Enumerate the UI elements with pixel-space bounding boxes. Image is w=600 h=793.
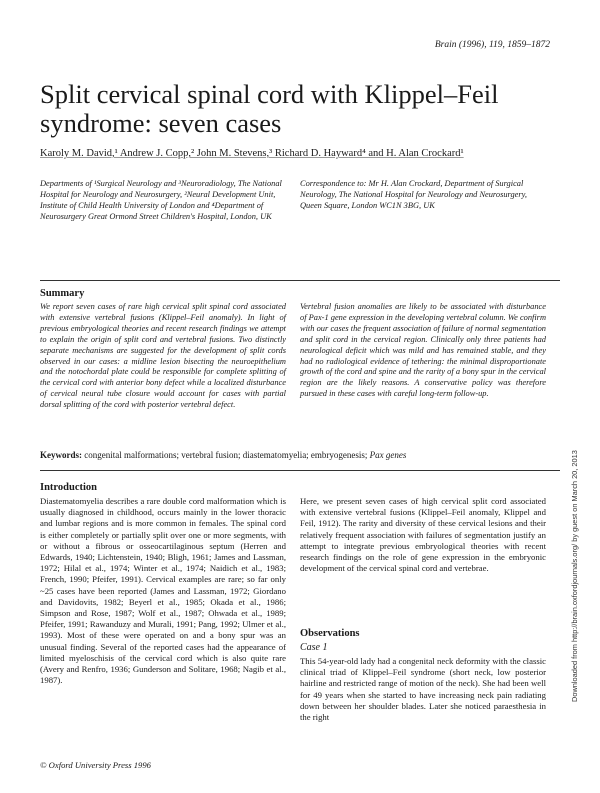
affiliations: Departments of ¹Surgical Neurology and ³Neuroradiology, The National Hospital for Neurology and Neurosurgery, ²Neural Development Unit, Institute of Child Health University of London and ⁴Department of Neurosurgery Great Ormond Street Children's Hospital, London, UK — [40, 179, 282, 221]
case-heading: Case 1 — [300, 642, 328, 653]
observations-heading: Observations — [300, 628, 360, 639]
keywords-text: congenital malformations; vertebral fusion; diastematomyelia; embryogenesis; — [84, 450, 368, 460]
summary-right: Vertebral fusion anomalies are likely to be associated with disturbance of Pax-1 gene expression in the developing vertebral column. We confirm with our cases the frequent association of failure of normal segmentation and split cord in the cervical region. Clinically only three patients had neurological deficit which was mild and has remained stable, and they had no radiological evidence of tethering: the minimal disproportionate growth of the cord and spine and the rarity of a bony spur in the cervical region are the likely reasons. A conservative policy was therefore pursued in these cases with careful long-term follow-up. — [300, 302, 546, 399]
journal-name: Brain — [434, 40, 457, 50]
keywords-label: Keywords: — [40, 450, 82, 460]
keywords — [40, 450, 560, 460]
introduction-heading: Introduction — [40, 482, 97, 493]
copyright: © Oxford University Press 1996 — [40, 760, 151, 770]
journal-citation — [435, 40, 550, 50]
introduction-right: Here, we present seven cases of high cervical split cord associated with extensive vertebral fusions (Klippel–Feil anomaly, Klippel and Feil, 1912). The rarity and diversity of these cervical lesions and their relatively frequent association with failures of segmentation justify an attempt to integrate previous embryological theories with recent research findings on the role of gene expression in the embryonic development of the cervical spinal cord and vertebrae. — [300, 496, 546, 574]
summary-heading: Summary — [40, 288, 85, 299]
keywords-last: Pax genes — [369, 450, 407, 460]
divider — [40, 470, 560, 471]
case-1-text: This 54-year-old lady had a congenital neck deformity with the classic clinical triad of Klippel–Feil syndrome (short neck, low posterior hairline and restricted range of motion of the neck). She had been well for 49 years when she started to have increasing neck pain radiating down between her shoulder blades. Later she noticed paraesthesia in the right — [300, 656, 546, 723]
correspondence: Correspondence to: Mr H. Alan Crockard, Department of Surgical Neurology, The National Hospital for Neurology and Neurosurgery, Queen Square, London WC1N 3BG, UK — [300, 179, 527, 210]
article-title: Split cervical spinal cord with Klippel–Feil syndrome: seven cases — [40, 79, 499, 138]
download-note[interactable] — [568, 262, 584, 702]
author-list[interactable]: Karoly M. David,¹ Andrew J. Copp,² John M. Stevens,³ Richard D. Hayward⁴ and H. Alan Crockard¹ — [40, 148, 464, 159]
summary-left: We report seven cases of rare high cervical split spinal cord associated with extensive vertebral fusions (Klippel–Feil anomaly). In light of previous embryological theories and recent research findings we attempt to explain the origin of split cord and vertebral fusions. Two distinctly separate mechanisms are suggested for the development of split cords observed in our cases: a midline lesion bisecting the neuroepithelium and the notochordal plate could be responsible for complete splitting of the cervical cord with anterior bony defect while a localized disturbance of cervical neural tube closure would account for cases with partial dorsal splitting of the cord with posterior vertebral defect. — [40, 302, 286, 410]
citation-details: (1996), 119, 1859–1872 — [458, 40, 550, 50]
divider — [40, 280, 560, 281]
introduction-left: Diastematomyelia describes a rare double cord malformation which is usually diagnosed in childhood, occurs mainly in the lower thoracic and lumbar regions and is more common in females. The spinal cord is either completely or partially split over one or more segments, with or without a fibrous or osseocartilaginous septum (Herren and Edwards, 1940; Lichtenstein, 1940; Bligh, 1961; James and Lassman, 1972; Hilal et al., 1974; Winter et al., 1974; Naidich et al., 1983; French, 1990; Pfeifer, 1991). Cervical examples are rare; so far only ~25 cases have been reported (James and Lassman, 1972; Giordano and Davidovits, 1982; Beyerl et al., 1985; Okada et al., 1986; Simpson and Rose, 1987; Wolf et al., 1987; Ohwada et al., 1989; Pfeifer, 1991; Rawanduzy and Murali, 1991; Pang, 1992; Ulmer et al., 1993). Most of these were operated on and a bony spur was an unusual finding. Several of the reported cases had the appearance of limited myeloschisis of the cervical cord which is also quite rare (Avery and Renfro, 1936; Gunderson and Solitare, 1968; Nagib et al., 1987). — [40, 496, 286, 686]
download-note-text[interactable]: Downloaded from http://brain.oxfordjournals.org/ by guest on March 20, 2013 — [570, 450, 579, 702]
